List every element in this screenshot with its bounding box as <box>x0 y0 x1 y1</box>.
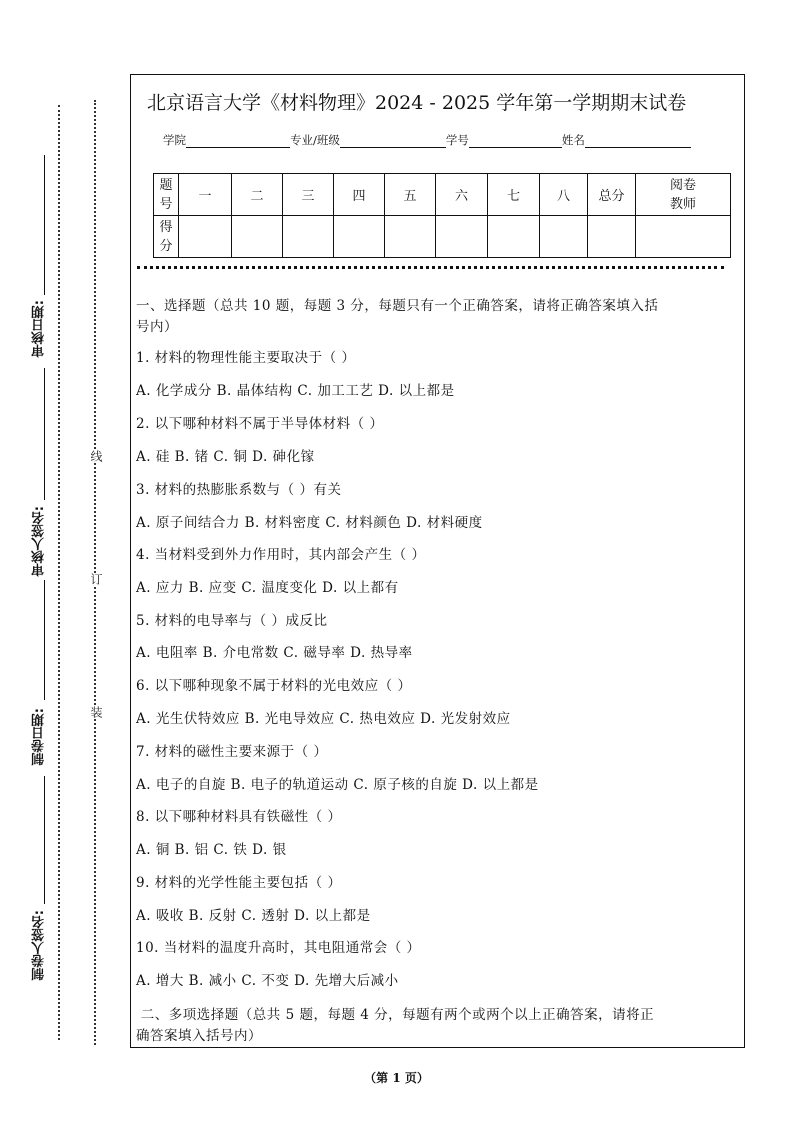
options-10: A. 增大 B. 减小 C. 不变 D. 先增大后减小 <box>136 973 399 989</box>
student-id-label: 学号 <box>445 133 469 147</box>
outer-dotted-line <box>58 105 60 1040</box>
question-2: 2. 以下哪种材料不属于半导体材料（ ） <box>136 416 384 432</box>
options-6: A. 光生伏特效应 B. 光电导效应 C. 热电效应 D. 光发射效应 <box>136 711 511 727</box>
options-9: A. 吸收 B. 反射 C. 透射 D. 以上都是 <box>136 908 371 924</box>
score-cell[interactable] <box>179 216 232 258</box>
binding-char-ding: 订 <box>89 573 103 585</box>
col-header: 六 <box>436 174 488 216</box>
row-label-score: 得分 <box>154 216 179 258</box>
question-5: 5. 材料的电导率与（ ）成反比 <box>136 613 328 629</box>
question-4: 4. 当材料受到外力作用时，其内部会产生（ ） <box>136 547 426 563</box>
question-10: 10. 当材料的温度升高时，其电阻通常会（ ） <box>136 940 421 956</box>
major-label: 专业/班级 <box>290 133 340 147</box>
major-field[interactable] <box>340 135 446 148</box>
section2-heading-line2: 确答案填入括号内） <box>136 1028 262 1044</box>
score-cell[interactable] <box>436 216 488 258</box>
col-header: 阅卷教师 <box>636 174 731 216</box>
question-6: 6. 以下哪种现象不属于材料的光电效应（ ） <box>136 678 412 694</box>
score-cell[interactable] <box>540 216 588 258</box>
score-cell[interactable] <box>588 216 636 258</box>
col-header: 七 <box>488 174 540 216</box>
grader-cell[interactable] <box>636 216 731 258</box>
options-2: A. 硅 B. 锗 C. 铜 D. 砷化镓 <box>136 449 315 465</box>
question-7: 7. 材料的磁性主要来源于（ ） <box>136 744 328 760</box>
college-label: 学院 <box>163 133 186 147</box>
score-table <box>153 173 731 258</box>
binding-char-xian: 线 <box>89 450 103 462</box>
review-date-label: 审核日期: <box>32 300 47 358</box>
options-8: A. 铜 B. 铝 C. 铁 D. 银 <box>136 842 287 858</box>
name-field[interactable] <box>585 135 691 148</box>
col-header: 总分 <box>588 174 636 216</box>
maker-sign-line <box>44 776 45 904</box>
options-1: A. 化学成分 B. 晶体结构 C. 加工工艺 D. 以上都是 <box>136 383 455 399</box>
question-1: 1. 材料的物理性能主要取决于（ ） <box>136 350 356 366</box>
page-number: （第 1 页） <box>364 1071 429 1085</box>
make-date-line <box>44 580 45 700</box>
maker-sign-label: 制卷人签名: <box>32 910 47 981</box>
reviewer-sign-label: 审核人签名: <box>32 506 47 577</box>
section-separator <box>137 266 724 269</box>
question-3: 3. 材料的热膨胀系数与（ ）有关 <box>136 482 342 498</box>
options-4: A. 应力 B. 应变 C. 温度变化 D. 以上都有 <box>136 580 399 596</box>
binding-char-zhuang: 装 <box>89 706 103 718</box>
reviewer-sign-line <box>44 368 45 500</box>
col-header: 八 <box>540 174 588 216</box>
row-label-question-number: 题号 <box>154 174 179 216</box>
name-label: 姓名 <box>561 133 585 147</box>
col-header: 五 <box>385 174 436 216</box>
exam-title: 北京语言大学《材料物理》2024 - 2025 学年第一学期期末试卷 <box>147 92 687 114</box>
col-header: 二 <box>232 174 283 216</box>
section2-heading-line1: 二、多项选择题（总共 5 题，每题 4 分，每题有两个或两个以上正确答案，请将正 <box>136 1007 655 1023</box>
section1-heading-line1: 一、选择题（总共 10 题，每题 3 分，每题只有一个正确答案，请将正确答案填入括 <box>136 298 659 314</box>
col-header: 三 <box>283 174 334 216</box>
col-header: 四 <box>334 174 385 216</box>
score-cell[interactable] <box>283 216 334 258</box>
question-8: 8. 以下哪种材料具有铁磁性（ ） <box>136 809 342 825</box>
score-cell[interactable] <box>488 216 540 258</box>
student-id-field[interactable] <box>469 135 562 148</box>
college-field[interactable] <box>186 135 290 148</box>
score-cell[interactable] <box>385 216 436 258</box>
make-date-label: 制卷日期: <box>32 708 47 766</box>
score-cell[interactable] <box>232 216 283 258</box>
score-cell[interactable] <box>334 216 385 258</box>
options-5: A. 电阻率 B. 介电常数 C. 磁导率 D. 热导率 <box>136 645 413 661</box>
options-7: A. 电子的自旋 B. 电子的轨道运动 C. 原子核的自旋 D. 以上都是 <box>136 777 539 793</box>
section1-heading-line2: 号内） <box>136 319 178 335</box>
review-date-line <box>44 155 45 295</box>
student-info-row <box>163 132 691 148</box>
question-9: 9. 材料的光学性能主要包括（ ） <box>136 875 342 891</box>
col-header: 一 <box>179 174 232 216</box>
options-3: A. 原子间结合力 B. 材料密度 C. 材料颜色 D. 材料硬度 <box>136 515 483 531</box>
